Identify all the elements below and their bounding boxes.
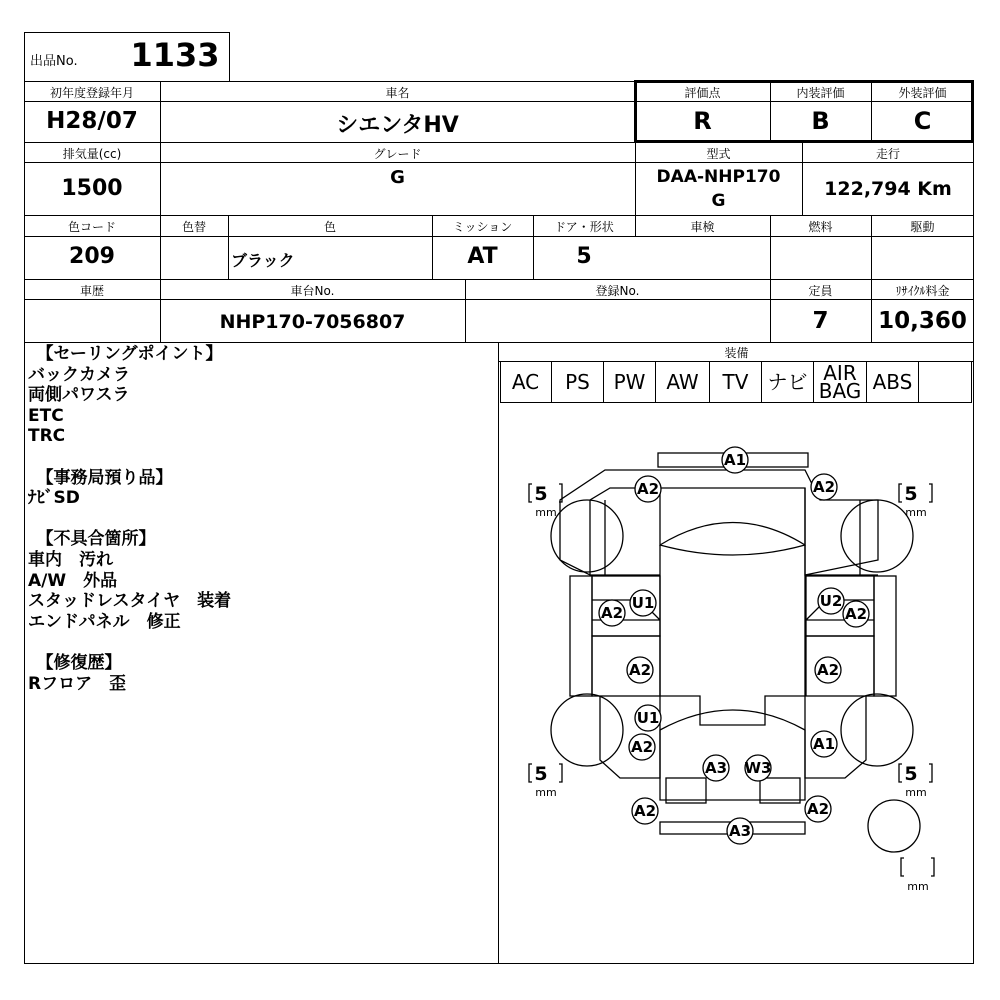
label-equipment: 装備 (724, 346, 749, 360)
label-mileage: 走行 (875, 147, 900, 161)
equipment-item: AIR BAG (814, 362, 867, 402)
svg-text:U1: U1 (636, 709, 660, 727)
svg-text:A3: A3 (728, 822, 752, 840)
svg-text:A1: A1 (812, 735, 836, 753)
value-interior: B (811, 107, 830, 135)
label-chassis: 車台No. (290, 284, 335, 298)
unit-mm-spare: mm (907, 880, 929, 893)
value-model-line2: G (711, 191, 726, 211)
damage-mark (703, 755, 729, 781)
unit-mm-front-right: mm (905, 506, 927, 519)
svg-text:A2: A2 (844, 605, 868, 623)
equipment-item: AW (656, 362, 710, 402)
damage-mark (811, 474, 837, 500)
value-model-line1: DAA-NHP170 (656, 167, 781, 187)
damage-mark (745, 755, 772, 781)
label-fuel: 燃料 (808, 220, 833, 234)
svg-text:A2: A2 (812, 478, 836, 496)
label-year: 初年度登録年月 (49, 86, 134, 100)
damage-mark (635, 705, 661, 731)
svg-text:A2: A2 (636, 480, 660, 498)
label-model: 型式 (706, 147, 731, 161)
value-capacity: 7 (812, 308, 829, 334)
equipment-item: TV (710, 362, 762, 402)
value-color: ブラック (231, 251, 295, 270)
svg-text:W3: W3 (744, 759, 772, 777)
svg-text:A2: A2 (806, 800, 830, 818)
label-history: 車歴 (79, 284, 104, 298)
damage-mark (805, 796, 831, 822)
damage-mark (843, 601, 869, 627)
svg-text:U2: U2 (819, 592, 843, 610)
equipment-item: PW (604, 362, 656, 402)
equipment-item: AC (500, 362, 552, 402)
label-grade: グレード (373, 147, 422, 161)
damage-mark (629, 734, 655, 760)
unit-mm-rear-right: mm (905, 786, 927, 799)
svg-text:A2: A2 (633, 802, 657, 820)
label-door: ドア・形状 (554, 220, 614, 234)
damage-mark (599, 600, 625, 626)
label-score: 評価点 (684, 86, 721, 100)
unit-mm-front-left: mm (535, 506, 557, 519)
equipment-item: ABS (867, 362, 919, 402)
damage-mark (632, 798, 658, 824)
damage-mark (627, 657, 653, 683)
damage-mark (811, 731, 837, 757)
value-mileage: 122,794 Km (824, 178, 952, 200)
value-score: R (693, 107, 712, 135)
value-displacement: 1500 (61, 176, 123, 201)
lot-label: 出品No. (30, 54, 78, 69)
value-recycle: 10,360 (878, 308, 967, 334)
svg-text:A2: A2 (630, 738, 654, 756)
svg-text:A2: A2 (600, 604, 624, 622)
label-color-change: 色替 (181, 220, 206, 234)
label-color: 色 (323, 220, 336, 234)
lot-number: 1133 (130, 36, 220, 74)
damage-mark (630, 590, 656, 616)
tire-depth-rear-left: 5 (534, 763, 548, 785)
tire-depth-rear-right: 5 (904, 763, 918, 785)
value-mission: AT (467, 244, 498, 269)
tire-depth-front-left: 5 (534, 483, 548, 505)
label-interior: 内装評価 (796, 86, 845, 100)
equipment-item: ナビ (762, 362, 814, 402)
damage-mark (635, 476, 661, 502)
equipment-item: PS (552, 362, 604, 402)
value-car-name: シエンタHV (336, 113, 459, 138)
label-capacity: 定員 (808, 284, 833, 298)
remarks-text: 【セーリングポイント】 バックカメラ 両側パワスラ ETC TRC 【事務局預り品】 ﾅﾋﾞSD 【不具合箇所】 車内 汚れ A/W 外品 スタッドレスタイヤ 装着 エンドパネル 修正 【修復歴】 Rフロア 歪 (28, 344, 232, 694)
value-grade: G (390, 167, 405, 188)
svg-text:A3: A3 (704, 759, 728, 777)
unit-mm-rear-left: mm (535, 786, 557, 799)
svg-text:A2: A2 (628, 661, 652, 679)
label-reg-no: 登録No. (595, 284, 640, 298)
label-exterior: 外装評価 (898, 86, 947, 100)
label-mission: ミッション (452, 220, 513, 234)
svg-text:A1: A1 (723, 451, 747, 469)
tire-depth-front-right: 5 (904, 483, 918, 505)
label-car-name: 車名 (385, 86, 410, 100)
value-exterior: C (913, 107, 932, 135)
value-color-code: 209 (69, 244, 115, 269)
label-color-code: 色コード (67, 220, 116, 234)
value-chassis: NHP170-7056807 (219, 311, 406, 333)
damage-mark (818, 588, 844, 614)
label-drive: 駆動 (910, 220, 935, 234)
damage-mark (815, 657, 841, 683)
damage-mark (727, 818, 753, 844)
damage-mark (722, 447, 748, 473)
value-year: H28/07 (46, 108, 138, 134)
svg-text:A2: A2 (816, 661, 840, 679)
value-door: 5 (576, 244, 592, 269)
label-displacement: 排気量(cc) (62, 147, 122, 161)
label-inspection: 車検 (690, 220, 715, 234)
label-recycle: ﾘｻｲｸﾙ料金 (895, 284, 950, 298)
svg-text:U1: U1 (631, 594, 655, 612)
